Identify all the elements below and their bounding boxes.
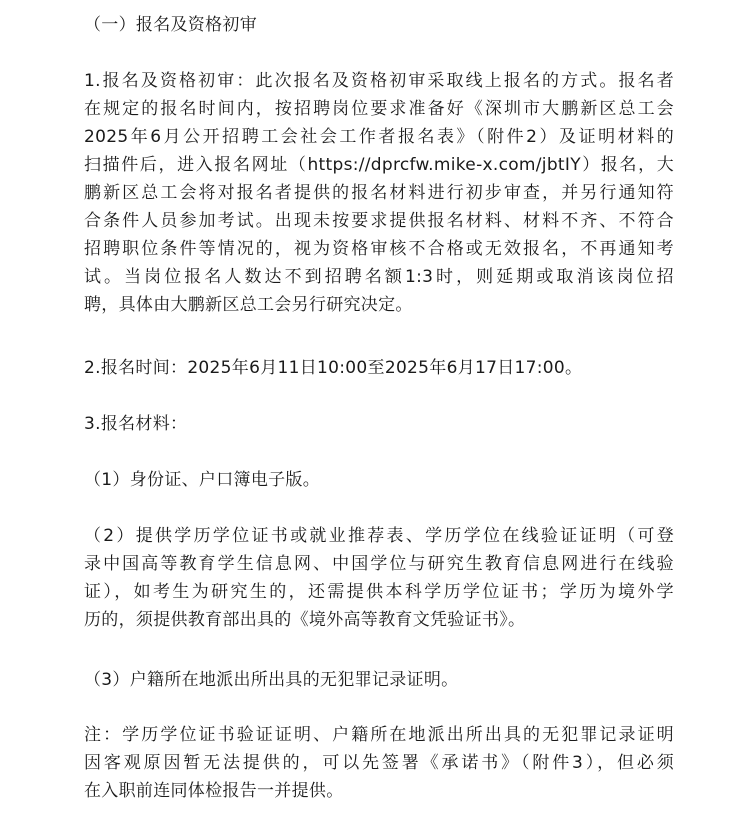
- item2-registration-time: 2.报名时间：2025年6月11日10:00至2025年6月17日17:00。: [84, 358, 583, 378]
- item1-line: 鹏新区总工会将对报名者提供的报名材料进行初步审查，并另行通知符: [84, 183, 674, 203]
- item1-line: 2025年6月公开招聘工会社会工作者报名表》（附件2）及证明材料的: [84, 127, 674, 147]
- item3-sub1: （1）身份证、户口簿电子版。: [84, 470, 321, 490]
- item1-line: 扫描件后，进入报名网址（https://dprcfw.mike-x.com/jbtIY）报名，大: [84, 155, 674, 175]
- item1-line: 合条件人员参加考试。出现未按要求提供报名材料、材料不齐、不符合: [84, 211, 674, 231]
- item3-title: 3.报名材料：: [84, 414, 188, 434]
- item3-sub2-line: 录中国高等教育学生信息网、中国学位与研究生教育信息网进行在线验: [84, 554, 674, 574]
- item3-sub2-line: 证），如考生为研究生的，还需提供本科学历学位证书；学历为境外学: [84, 582, 674, 602]
- item1-line: 在规定的报名时间内，按招聘岗位要求准备好《深圳市大鹏新区总工会: [84, 99, 674, 119]
- item3-sub2-line: （2）提供学历学位证书或就业推荐表、学历学位在线验证证明（可登: [84, 526, 674, 546]
- note-line: 注：学历学位证书验证证明、户籍所在地派出所出具的无犯罪记录证明: [84, 725, 674, 745]
- item1-line: 试。当岗位报名人数达不到招聘名额1:3时，则延期或取消该岗位招: [84, 267, 674, 287]
- section-title: （一）报名及资格初审: [84, 15, 257, 35]
- item1-line: 招聘职位条件等情况的，视为资格审核不合格或无效报名，不再通知考: [84, 239, 674, 259]
- item1-line: 聘，具体由大鹏新区总工会另行研究决定。: [84, 295, 413, 315]
- item1-line: 1.报名及资格初审：此次报名及资格初审采取线上报名的方式。报名者: [84, 71, 674, 91]
- note-line: 在入职前连同体检报告一并提供。: [84, 781, 344, 801]
- item3-sub2-line: 历的，须提供教育部出具的《境外高等教育文凭验证书》。: [84, 610, 526, 630]
- item3-sub3: （3）户籍所在地派出所出具的无犯罪记录证明。: [84, 670, 459, 690]
- note-line: 因客观原因暂无法提供的，可以先签署《承诺书》（附件3），但必须: [84, 753, 674, 773]
